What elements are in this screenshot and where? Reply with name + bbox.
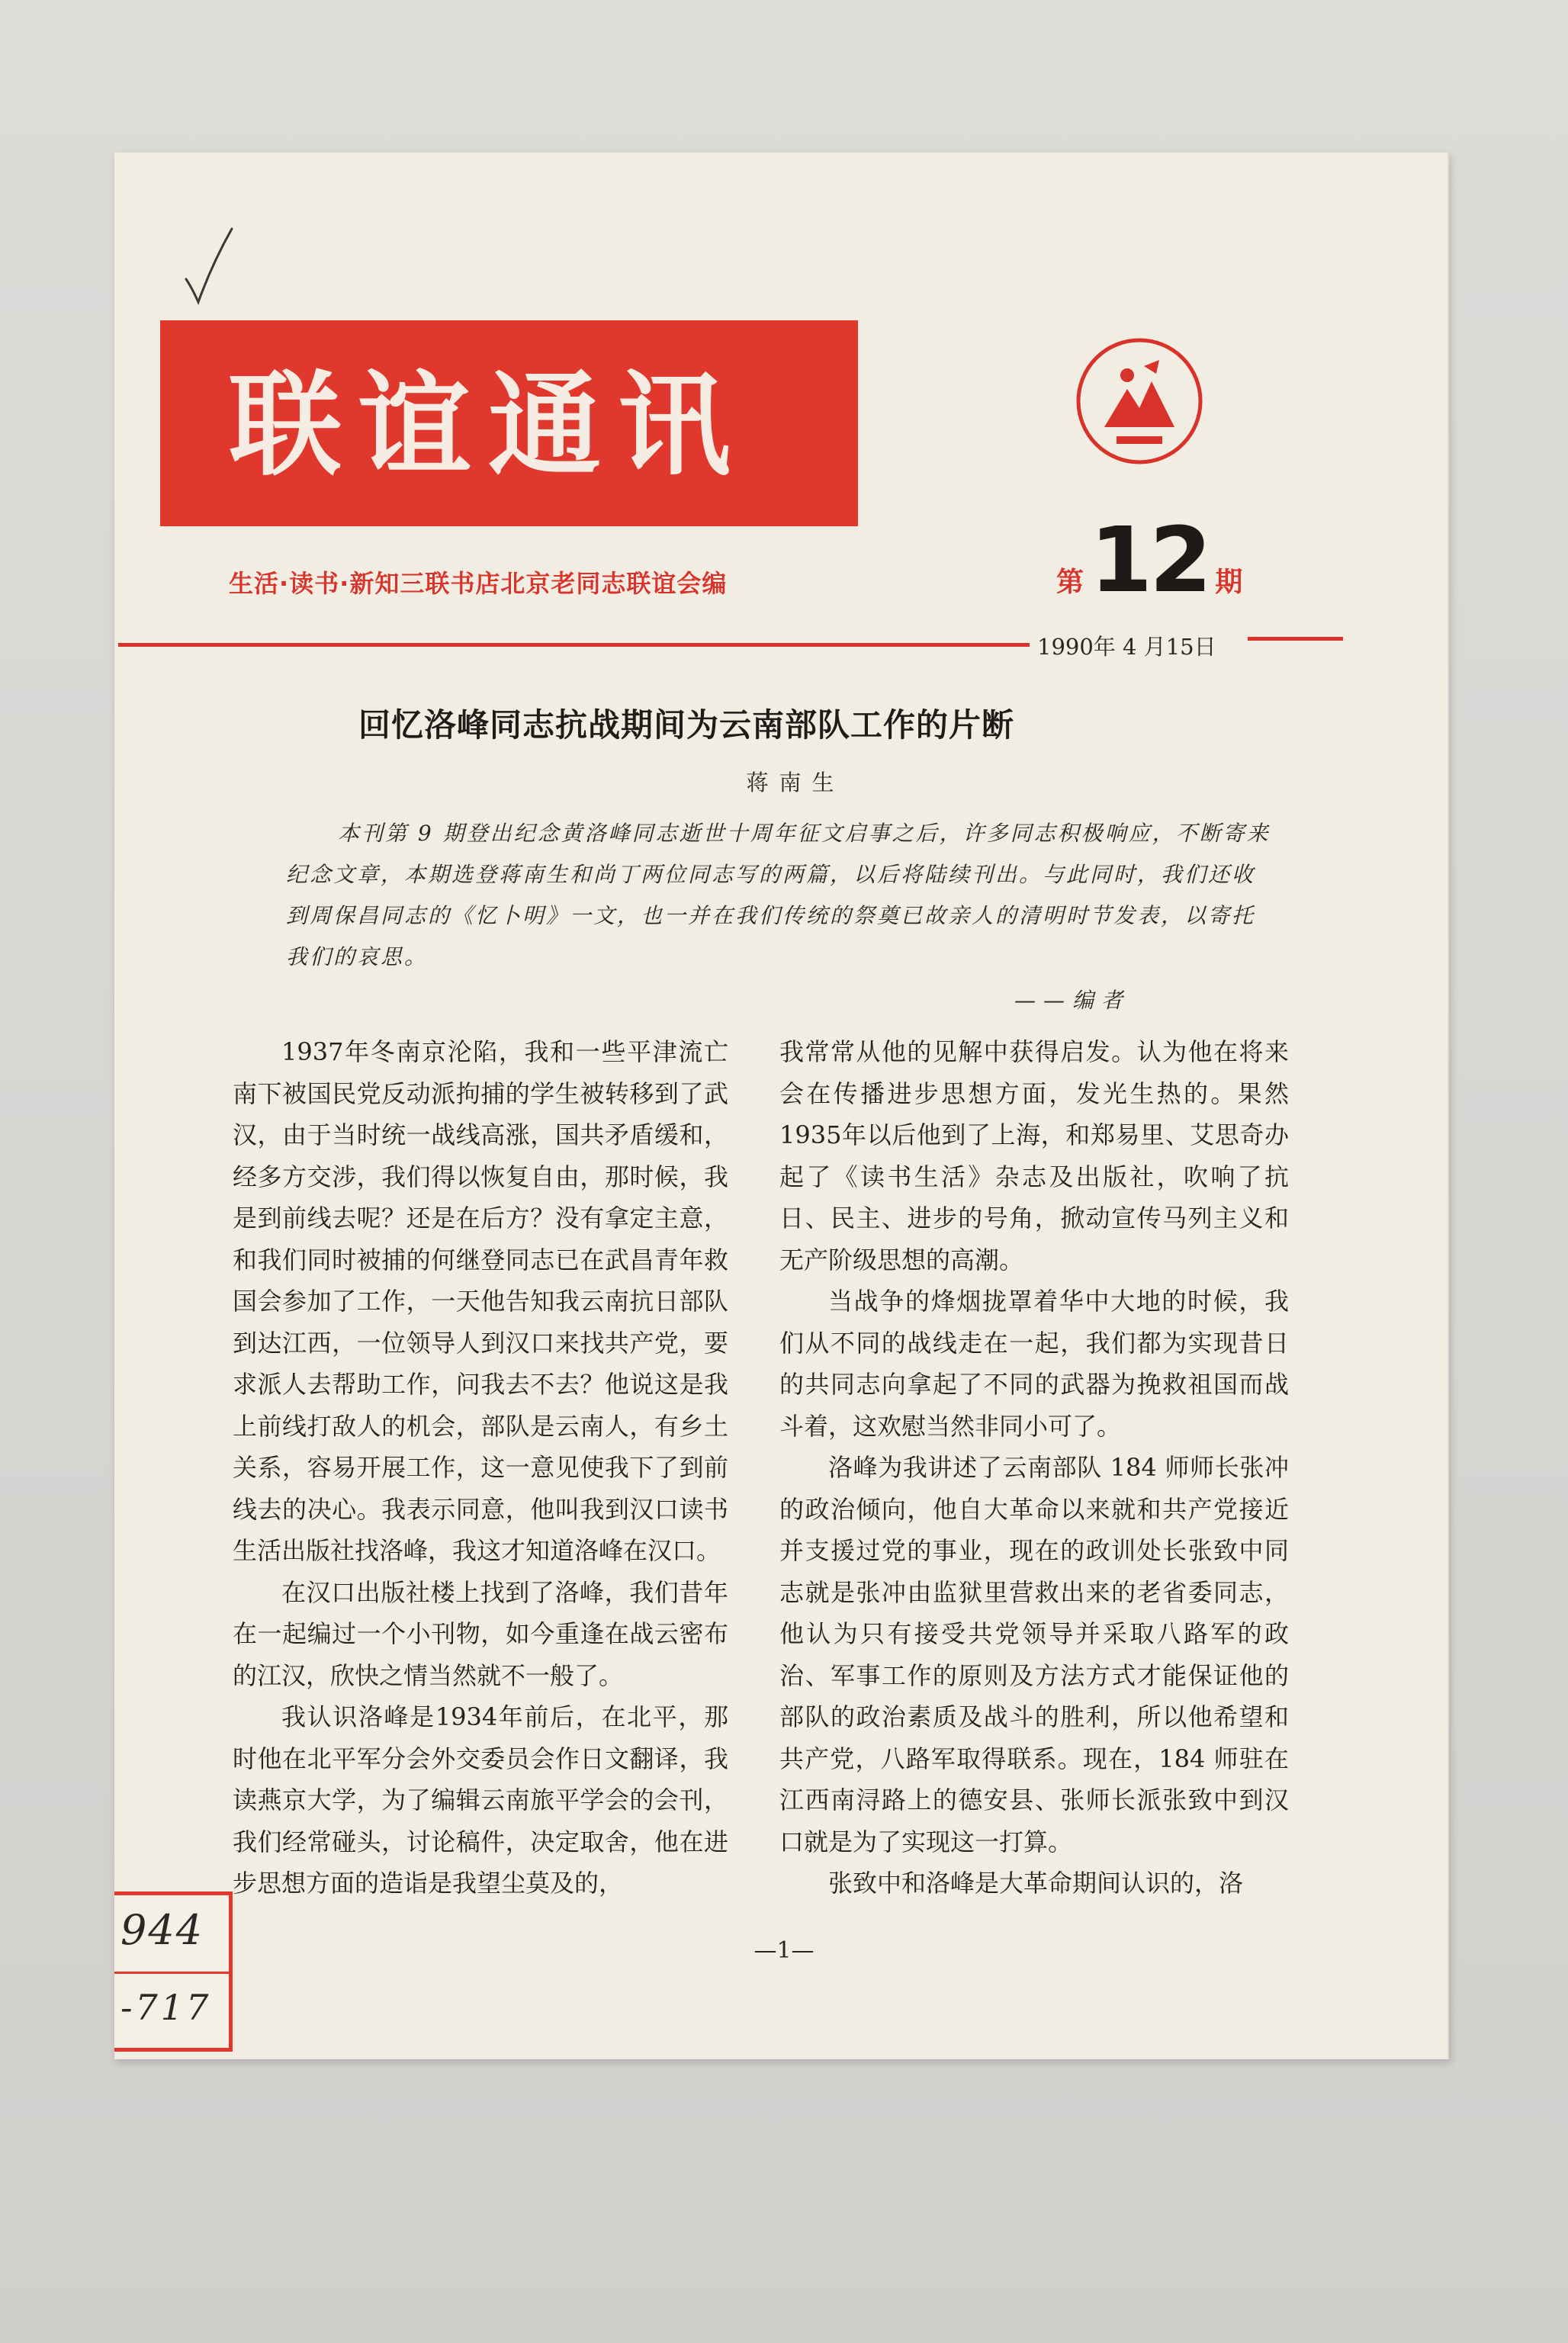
header-rule-right [1248, 637, 1343, 641]
paragraph: 我常常从他的见解中获得启发。认为他在将来会在传播进步思想方面，发光生热的。果然1935年以后他到了上海，和郑易里、艾思奇办起了《读书生活》杂志及出版社，吹响了抗日、民主、进步的号角，掀动宣传马列主义和无产阶级思想的高潮。 [779, 1037, 1289, 1274]
publisher-line: 生活·读书·新知三联书店北京老同志联谊会编 [229, 569, 728, 598]
paragraph: 在汉口出版社楼上找到了洛峰，我们昔年在一起编过一个小刊物，如今重逢在战云密布的江汉，欣快之情当然就不一般了。 [233, 1577, 728, 1690]
issue-date: 1990年 4 月15日 [1037, 634, 1216, 660]
bookstore-emblem-icon [1074, 336, 1205, 467]
editor-signature: ——编者 [1014, 988, 1131, 1013]
paragraph: 1937年冬南京沦陷，我和一些平津流亡南下被国民党反动派拘捕的学生被转移到了武汉，由于当时统一战线高涨，国共矛盾缓和，经多方交涉，我们得以恢复自由，那时候，我是到前线去呢？还是在后方？没有拿定主意，和我们同时被捕的何继登同志已在武昌青年救国会参加了工作，一天他告知我云南抗日部队到达江西，一位领导人到汉口来找共产党，要求派人去帮助工作，问我去不去？他说这是我上前线打敌人的机会，部队是云南人，有乡土关系，容易开展工作，这一意见使我下了到前线去的决心。我表示同意，他叫我到汉口读书生活出版社找洛峰，我这才知道洛峰在汉口。 [233, 1037, 728, 1565]
paragraph: 我认识洛峰是1934年前后，在北平，那时他在北平军分会外交委员会作日文翻译，我读燕京大学，为了编辑云南旅平学会的会刊，我们经常碰头，讨论稿件，决定取舍，他在进步思想方面的造诣是我望尘莫及的， [233, 1702, 728, 1898]
article-author: 蒋南生 [746, 770, 845, 795]
issue-suffix: 期 [1215, 567, 1243, 598]
check-mark-icon [182, 226, 235, 310]
page-number: —1— [753, 1937, 815, 1964]
paragraph: 当战争的烽烟拢罩着华中大地的时候，我们从不同的战线走在一起，我们都为实现昔日的共同志向拿起了不同的武器为挽救祖国而战斗着，这欢慰当然非同小可了。 [779, 1287, 1289, 1441]
issue-number-value: 12 [1090, 507, 1210, 612]
article-column-left [233, 1031, 728, 1904]
call-number-line-2: -717 [120, 1987, 212, 2028]
article-column-right [779, 1031, 1289, 1904]
call-number-line-1: 944 [120, 1906, 204, 1954]
label-divider [114, 1972, 229, 1974]
editor-note: 本刊第 9 期登出纪念黄洛峰同志逝世十周年征文启事之后，许多同志积极响应，不断寄来纪念文章，本期选登蒋南生和尚丁两位同志写的两篇，以后将陆续刊出。与此同时，我们还收到周保昌同志的《忆卜明》一文，也一并在我们传统的祭奠已故亲人的清明时节发表，以寄托我们的哀思。 [286, 821, 1271, 969]
issue-number [1056, 507, 1242, 612]
masthead-title: 联谊通讯 [229, 360, 747, 491]
article-title: 回忆洛峰同志抗战期间为云南部队工作的片断 [358, 706, 1015, 744]
paragraph: 张致中和洛峰是大革命期间认识的，洛 [828, 1869, 1244, 1898]
issue-prefix: 第 [1056, 567, 1084, 598]
paragraph: 洛峰为我讲述了云南部队 184 师师长张冲的政治倾向，他自大革命以来就和共产党接近并支援过党的事业，现在的政训处长张致中同志就是张冲由监狱里营救出来的老省委同志，他认为只有接受共党领导并采取八路军的政治、军事工作的原则及方法方式才能保证他的部队的政治素质及战斗的胜利，所以他希望和共产党，八路军取得联系。现在，184 师驻在江西南浔路上的德安县、张师长派张致中到汉口就是为了实现这一打算。 [779, 1453, 1289, 1856]
library-call-number-label [114, 1891, 233, 2052]
masthead-banner [160, 320, 858, 526]
header-rule [118, 643, 1030, 647]
